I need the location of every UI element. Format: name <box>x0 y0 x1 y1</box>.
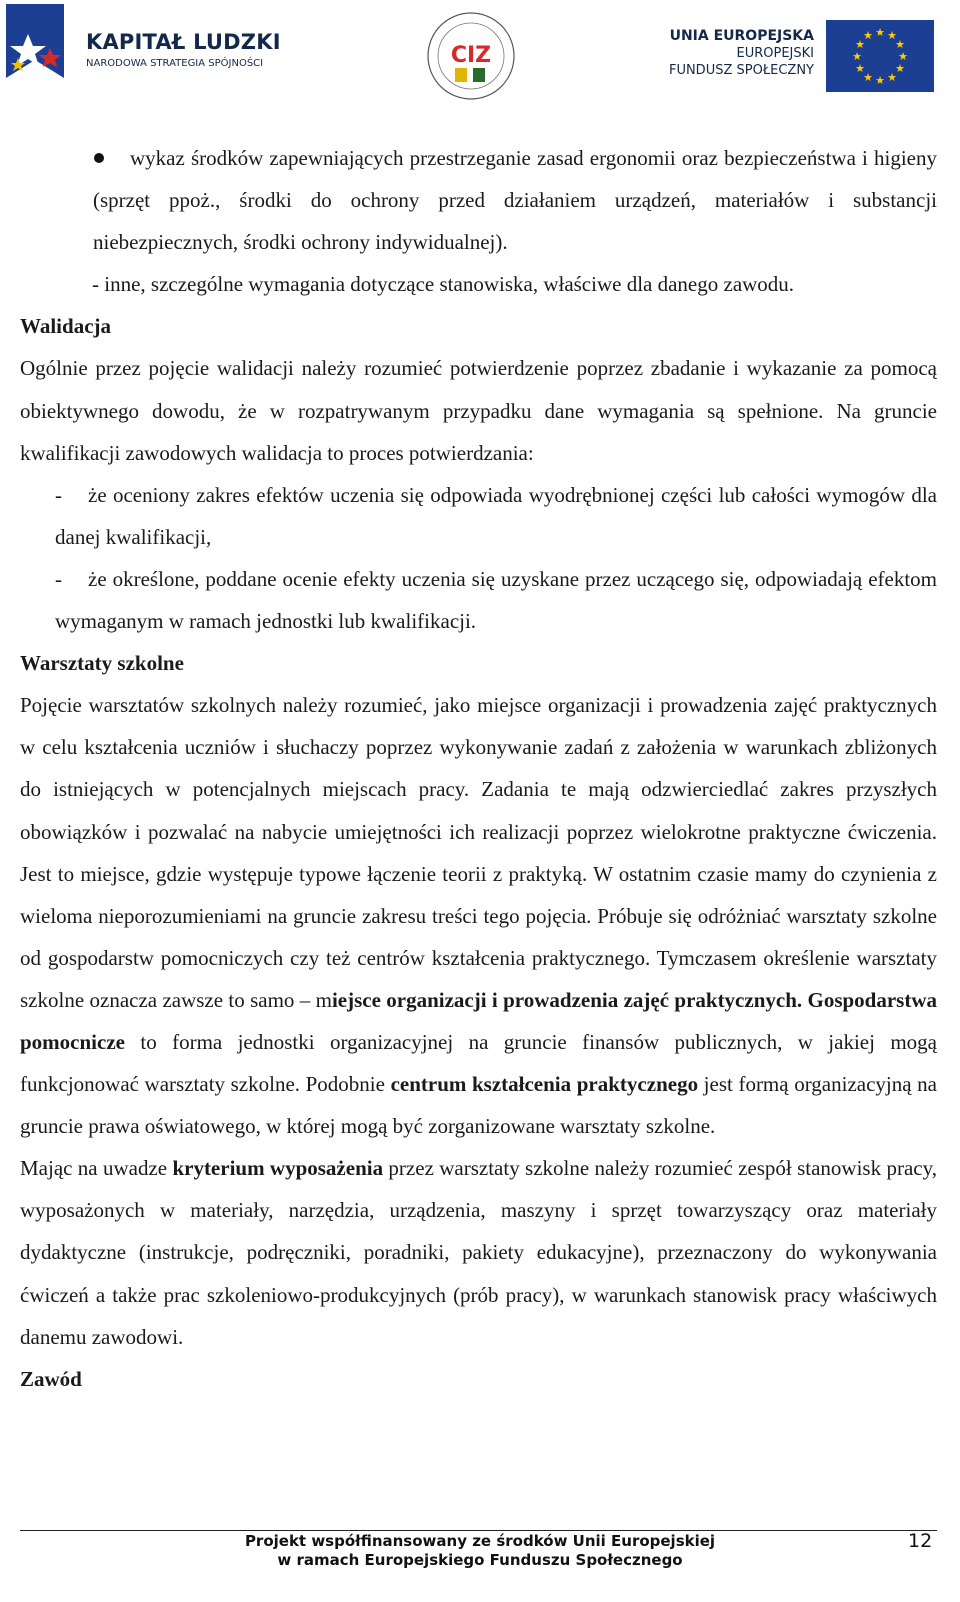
dash-marker: - <box>55 482 62 507</box>
footer-text <box>180 1532 780 1570</box>
section-heading-walidacja: Walidacja <box>20 314 112 339</box>
bold-run: iejsce organizacji i prowadzenia zajęć praktycznych. <box>331 987 803 1012</box>
bold-run: centrum kształcenia praktycznego <box>390 1072 699 1097</box>
svg-text:★: ★ <box>898 50 908 63</box>
paragraph-walidacja: Ogólnie przez pojęcie walidacji należy rozumieć potwierdzenie poprzez zbadanie i wykazanie za pomocą obiektywnego dowodu, że w rozpatrywanym przypadku dane wymagania są spełnione. Na gruncie kwalifikacji zawodowych walidacja to proces potwierdzania: <box>20 356 937 465</box>
kapital-ludzki-subtitle: NARODOWA STRATEGIA SPÓJNOŚCI <box>86 58 264 69</box>
eu-union-label: UNIA EUROPEJSKA <box>669 28 814 44</box>
eu-flag-icon <box>826 20 934 92</box>
text-run: przez warsztaty szkolne należy rozumieć zespół stanowisk pracy, wyposażonych w materiały, narzędzia, urządzenia, maszyny i sprzęt towarzyszący oraz materiały dydaktyczne (instrukcje, podręczniki, poradniki, pakiety edukacyjne), przeznaczony do wykonywania ćwiczeń a także prac szkoleniowo-produkcyjnych (prób pracy), w warunkach stanowisk pracy właściwych danemu zawodowi. <box>20 1156 937 1349</box>
svg-text:★: ★ <box>887 71 897 84</box>
bold-run: kryterium wyposażenia <box>172 1156 384 1181</box>
dash-marker: - <box>55 566 62 591</box>
svg-text:★: ★ <box>895 38 905 51</box>
kapital-ludzki-emblem-icon <box>6 4 76 86</box>
list-item-walidacja-1 <box>20 474 937 558</box>
svg-text:★: ★ <box>863 71 873 84</box>
svg-text:★: ★ <box>875 74 885 87</box>
kapital-ludzki-title: KAPITAŁ LUDZKI <box>86 30 281 54</box>
list-item-bullet <box>20 137 937 263</box>
svg-text:★: ★ <box>887 29 897 42</box>
ciz-seal-logo <box>425 10 517 102</box>
text-run: Mając na uwadze <box>20 1156 173 1181</box>
list-text: że oceniony zakres efektów uczenia się odpowiada wyodrębnionej części lub całości wymogów dla danej kwalifikacji, <box>55 482 937 549</box>
eu-fund-text <box>669 28 814 79</box>
text-run: Pojęcie warsztatów szkolnych należy rozumieć, jako miejsce organizacji i prowadzenia zajęć praktycznych w celu kształcenia uczniów i słuchaczy poprzez wykonywanie zadań z założenia w warunkach zbliżonych do istniejących w potencjalnych miejscach pracy. Zadania te mają odzwierciedlać zakres przyszłych obowiązków i pozwalać na nabycie umiejętności ich realizacji poprzez wielokrotne praktyczne ćwiczenia. Jest to miejsce, gdzie występuje typowe łączenie teorii z praktyką. W ostatnim czasie mamy do czynienia z wieloma nieporozumieniami na gruncie zakresu treści tego pojęcia. Próbuje się odróżniać warsztaty szkolne od gospodarstw pomocniczych czy też centrów kształcenia praktycznego. Tymczasem określenie warsztaty szkolne oznacza zawsze to samo – m <box>20 693 937 1012</box>
section-heading-warsztaty: Warsztaty szkolne <box>20 651 184 676</box>
footer-line-1: Projekt współfinansowany ze środków Unii Europejskiej <box>244 1532 716 1550</box>
bold-run: Gospodarstwa pomocnicze <box>20 987 938 1054</box>
list-item-walidacja-2 <box>20 558 937 642</box>
svg-text:★: ★ <box>852 50 862 63</box>
page-header <box>0 0 960 100</box>
list-text: że określone, poddane ocenie efekty uczenia się uzyskane przez uczącego się, odpowiadają efektom wymaganym w ramach jednostki lub kwalifikacji. <box>55 566 937 634</box>
eu-fund-label-2: FUNDUSZ SPOŁECZNY <box>668 63 814 78</box>
ciz-logo-text: CIZ <box>450 43 492 68</box>
footer-divider <box>20 1530 937 1531</box>
paragraph-warsztaty <box>20 684 937 1147</box>
paragraph-kryterium <box>20 1147 937 1357</box>
svg-text:★: ★ <box>895 62 905 75</box>
svg-text:★: ★ <box>855 62 865 75</box>
text-run: jest formą organizacyjną na gruncie prawa oświatowego, w której mogą być zorganizowane warsztaty szkolne. <box>20 1072 938 1139</box>
svg-text:★: ★ <box>863 29 873 42</box>
svg-text:★: ★ <box>855 38 865 51</box>
svg-text:★: ★ <box>875 26 885 39</box>
text-run: to forma jednostki organizacyjnej na gruncie finansów publicznych, w jakiej mogą funkcjonować warsztaty szkolne. Podobnie <box>20 1029 937 1097</box>
section-heading-zawod: Zawód <box>20 1366 82 1391</box>
document-body <box>20 137 937 1400</box>
eu-fund-label-1: EUROPEJSKI <box>736 46 814 61</box>
kapital-ludzki-logo <box>6 4 281 86</box>
footer-line-2: w ramach Europejskiego Funduszu Społecznego <box>277 1551 683 1569</box>
bullet-text: wykaz środków zapewniających przestrzeganie zasad ergonomii oraz bezpieczeństwa i higieny (sprzęt ppoż., środki do ochrony przed działaniem urządzeń, materiałów i substancji niebezpiecznych, środki ochrony indywidualnej). <box>93 146 937 255</box>
list-item-dash: - inne, szczególne wymagania dotyczące stanowiska, właściwe dla danego zawodu. <box>92 272 795 297</box>
page-number: 12 <box>908 1530 933 1552</box>
bullet-icon <box>94 153 104 163</box>
